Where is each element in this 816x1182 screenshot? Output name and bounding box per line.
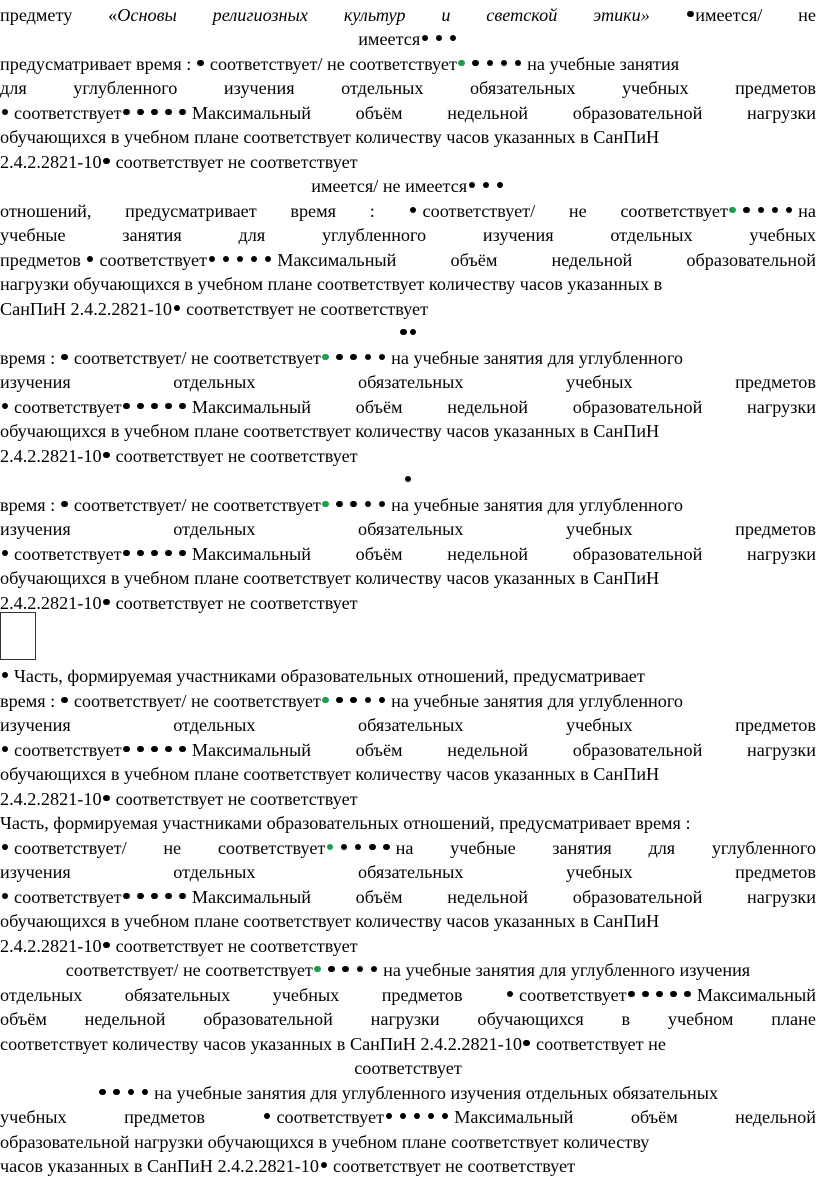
doc-line bbox=[0, 517, 816, 542]
doc-line bbox=[0, 223, 816, 248]
word: образовательной bbox=[686, 250, 816, 270]
doc-line bbox=[0, 836, 816, 861]
bullet-dot bbox=[113, 1089, 120, 1096]
doc-line bbox=[0, 199, 816, 224]
bullet-dot bbox=[87, 256, 94, 263]
word: отношений, bbox=[0, 201, 92, 221]
bullet-dot bbox=[61, 501, 68, 508]
word: учебных bbox=[0, 1107, 67, 1127]
doc-line: обучающихся в учебном плане соответствует количеству часов указанных в СанПиН bbox=[0, 568, 660, 588]
bullet-dot bbox=[469, 182, 476, 189]
doc-line bbox=[0, 76, 816, 101]
bullet-dot bbox=[350, 697, 357, 704]
word: обязательных bbox=[358, 715, 464, 735]
bullet-dot bbox=[410, 329, 417, 336]
bullet-dot bbox=[350, 501, 357, 508]
word: учебных bbox=[565, 372, 633, 392]
green-dot bbox=[327, 844, 334, 851]
word: учебные bbox=[450, 838, 516, 858]
word: изучения bbox=[0, 715, 71, 735]
word: предметов bbox=[735, 78, 816, 98]
bullet-dot bbox=[151, 893, 158, 900]
bullet-dot bbox=[165, 109, 172, 116]
word: образовательной bbox=[203, 1009, 333, 1029]
bullet-dot bbox=[137, 109, 144, 116]
bullet-dot bbox=[670, 991, 677, 998]
word: предмету bbox=[0, 5, 73, 25]
word: отдельных bbox=[341, 78, 424, 98]
word: предметов bbox=[124, 1107, 205, 1127]
text-run: соответствует Максимальный bbox=[0, 542, 311, 567]
word: углубленного bbox=[321, 225, 427, 245]
word: изучения bbox=[0, 372, 71, 392]
word: недельной bbox=[447, 397, 529, 417]
word: «Основы bbox=[108, 5, 177, 25]
bullet-dot bbox=[2, 550, 9, 557]
bullet-dot bbox=[442, 1113, 449, 1120]
text-run: имеется bbox=[358, 29, 421, 49]
text-run: соответствует Максимальный bbox=[0, 885, 311, 910]
bullet-dot bbox=[336, 697, 343, 704]
word: отдельных bbox=[610, 225, 693, 245]
bullet-dot bbox=[656, 991, 663, 998]
bullet-dot bbox=[165, 893, 172, 900]
word: образовательной bbox=[572, 740, 703, 760]
bullet-dot bbox=[61, 697, 68, 704]
green-dot bbox=[314, 966, 321, 973]
word: занятия bbox=[552, 838, 612, 858]
text-run: время : соответствует/ не соответствует на учебные занятия для углубленного bbox=[0, 691, 683, 711]
bullet-dot bbox=[128, 1089, 135, 1096]
bullet-dot bbox=[123, 550, 130, 557]
word: нагрузки bbox=[747, 544, 816, 564]
text-run: время : соответствует/ не соответствует на учебные занятия для углубленного bbox=[0, 348, 683, 368]
bullet-dot bbox=[450, 35, 457, 42]
bullet-dot bbox=[165, 550, 172, 557]
bullet-dot bbox=[379, 501, 386, 508]
word: нагрузки bbox=[370, 1009, 440, 1029]
word: объём bbox=[630, 1107, 678, 1127]
doc-line: обучающихся в учебном плане соответствует количеству часов указанных в СанПиН bbox=[0, 127, 660, 147]
word: объём bbox=[0, 1009, 47, 1029]
doc-line bbox=[0, 1105, 816, 1130]
word: образовательной bbox=[572, 887, 703, 907]
word: обязательных bbox=[124, 985, 231, 1005]
bullet-dot bbox=[179, 893, 186, 900]
doc-line bbox=[0, 52, 816, 77]
doc-line bbox=[0, 468, 816, 493]
bullet-dot bbox=[507, 991, 514, 998]
bullet-dot bbox=[743, 207, 750, 214]
bullet-dot bbox=[151, 403, 158, 410]
word: предметов bbox=[735, 715, 816, 735]
doc-line bbox=[0, 395, 816, 420]
word: углубленного bbox=[73, 78, 178, 98]
word: светской bbox=[486, 5, 558, 25]
word: учебных bbox=[749, 225, 816, 245]
word: отдельных bbox=[173, 372, 256, 392]
bullet-dot bbox=[142, 1089, 149, 1096]
word: изучения bbox=[0, 862, 71, 882]
bullet-dot bbox=[103, 452, 110, 459]
doc-line: 2.4.2.2821-10 соответствует не соответствует bbox=[0, 789, 358, 809]
word: не bbox=[568, 201, 587, 221]
bullet-dot bbox=[628, 991, 635, 998]
bullet-dot bbox=[328, 966, 335, 973]
bullet-dot bbox=[436, 35, 443, 42]
text-run: время : соответствует/ не соответствует на учебные занятия для углубленного bbox=[0, 495, 683, 515]
doc-line: 2.4.2.2821-10 соответствует не соответствует bbox=[0, 936, 358, 956]
word: предусматривает bbox=[125, 201, 257, 221]
word: недельной bbox=[447, 103, 529, 123]
bullet-dot bbox=[383, 844, 390, 851]
text-run: предусматривает время : соответствует/ не соответствует на учебные занятия bbox=[0, 54, 680, 74]
bullet-dot bbox=[405, 476, 412, 483]
doc-line bbox=[0, 738, 816, 763]
doc-line: обучающихся в учебном плане соответствует количеству часов указанных в СанПиН bbox=[0, 911, 660, 931]
bullet-dot bbox=[103, 599, 110, 606]
bullet-dot bbox=[265, 256, 272, 263]
bullet-dot bbox=[237, 256, 244, 263]
text-run: соответствует Максимальный bbox=[262, 1105, 573, 1130]
bullet-dot bbox=[2, 844, 9, 851]
bullet-dot bbox=[386, 1113, 393, 1120]
word: этики» bbox=[593, 5, 650, 25]
bullet-dot bbox=[400, 329, 407, 336]
word: образовательной bbox=[572, 544, 703, 564]
bullet-dot bbox=[151, 109, 158, 116]
green-dot bbox=[729, 207, 736, 214]
bullet-dot bbox=[501, 60, 508, 67]
doc-line bbox=[0, 321, 816, 346]
word: : bbox=[369, 201, 375, 221]
bullet-dot bbox=[123, 893, 130, 900]
bullet-dot bbox=[483, 182, 490, 189]
bullet-dot bbox=[410, 207, 417, 214]
word: предметов bbox=[381, 985, 463, 1005]
bullet-dot bbox=[336, 354, 343, 361]
bullet-dot bbox=[165, 746, 172, 753]
word: учебных bbox=[565, 715, 633, 735]
word: обязательных bbox=[358, 372, 464, 392]
bullet-dot bbox=[123, 109, 130, 116]
word: отдельных bbox=[173, 715, 256, 735]
word: объём bbox=[450, 250, 498, 270]
bullet-dot bbox=[355, 844, 362, 851]
doc-line bbox=[0, 1032, 816, 1057]
bullet-dot bbox=[786, 207, 793, 214]
word: соответствует/ bbox=[408, 199, 535, 224]
word: обязательных bbox=[469, 78, 576, 98]
bullet-dot bbox=[151, 746, 158, 753]
bullet-dot bbox=[336, 501, 343, 508]
word: нагрузки bbox=[747, 103, 816, 123]
doc-line bbox=[0, 493, 816, 518]
word: недельной bbox=[551, 250, 633, 270]
doc-line bbox=[0, 27, 816, 52]
bullet-dot bbox=[209, 256, 216, 263]
green-dot bbox=[322, 354, 329, 361]
word: недельной bbox=[447, 544, 529, 564]
word: обучающихся bbox=[477, 1009, 584, 1029]
word: занятия bbox=[122, 225, 182, 245]
text-run: соответствует Максимальный bbox=[0, 395, 311, 420]
doc-line bbox=[0, 1130, 816, 1155]
text-run: соответствует Максимальный bbox=[0, 101, 311, 126]
text-run: соответствует количеству часов указанных в СанПиН 2.4.2.2821-10 соответствует не bbox=[0, 1034, 666, 1054]
bullet-dot bbox=[758, 207, 765, 214]
text-run: образовательной нагрузки обучающихся в учебном плане соответствует количеству bbox=[0, 1132, 650, 1152]
word: не bbox=[798, 5, 816, 25]
bullet-dot bbox=[174, 305, 181, 312]
word: углубленного bbox=[711, 838, 816, 858]
word: учебных bbox=[621, 78, 689, 98]
bullet-dot bbox=[61, 354, 68, 361]
doc-line: часов указанных в СанПиН 2.4.2.2821-10 соответствует не соответствует bbox=[0, 1156, 576, 1176]
bullet-dot bbox=[264, 1113, 271, 1120]
bullet-dot bbox=[365, 697, 372, 704]
word: плане bbox=[771, 1009, 816, 1029]
word: нагрузки bbox=[747, 887, 816, 907]
bullet-dot bbox=[369, 844, 376, 851]
bullet-dot bbox=[400, 1113, 407, 1120]
word: предметов bbox=[735, 862, 816, 882]
word: имеется/ bbox=[686, 3, 763, 28]
doc-line bbox=[0, 713, 816, 738]
word: время bbox=[290, 201, 337, 221]
text-run: соответствует Максимальный bbox=[505, 983, 816, 1008]
word: объём bbox=[355, 103, 403, 123]
word: в bbox=[621, 1009, 631, 1029]
bullet-dot bbox=[321, 1162, 328, 1169]
doc-line: нагрузки обучающихся в учебном плане соответствует количеству часов указанных в bbox=[0, 274, 663, 294]
bullet-dot bbox=[684, 991, 691, 998]
word: недельной bbox=[447, 887, 529, 907]
doc-line: Часть, формируемая участниками образовательных отношений, предусматривает bbox=[0, 664, 816, 689]
green-dot bbox=[322, 697, 329, 704]
bullet-dot bbox=[487, 60, 494, 67]
word: объём bbox=[355, 740, 403, 760]
word: учебных bbox=[565, 862, 633, 882]
word: предметов bbox=[735, 372, 816, 392]
word: нагрузки bbox=[747, 397, 816, 417]
word: для bbox=[238, 225, 266, 245]
word: обязательных bbox=[358, 862, 464, 882]
word: не bbox=[163, 838, 182, 858]
bullet-dot bbox=[2, 403, 9, 410]
word: недельной bbox=[84, 1009, 166, 1029]
doc-line: 2.4.2.2821-10 соответствует не соответствует bbox=[0, 446, 358, 466]
bullet-dot bbox=[2, 746, 9, 753]
bullet-dot bbox=[2, 893, 9, 900]
bullet-dot bbox=[357, 966, 364, 973]
word: объём bbox=[355, 887, 403, 907]
bullet-dot bbox=[137, 746, 144, 753]
text-run: соответствует на bbox=[620, 201, 816, 221]
bullet-dot bbox=[137, 550, 144, 557]
word: для bbox=[0, 78, 27, 98]
word: объём bbox=[355, 397, 403, 417]
bullet-dot bbox=[365, 501, 372, 508]
word: образовательной bbox=[572, 103, 703, 123]
doc-line: Часть, формируемая участниками образовательных отношений, предусматривает время : bbox=[0, 813, 691, 833]
empty-checkbox-frame bbox=[0, 612, 36, 660]
word: недельной bbox=[735, 1107, 816, 1127]
doc-line: 2.4.2.2821-10 соответствует не соответствует bbox=[0, 152, 358, 172]
bullet-dot bbox=[642, 991, 649, 998]
doc-line: СанПиН 2.4.2.2821-10 соответствует не соответствует bbox=[0, 299, 429, 319]
bullet-dot bbox=[379, 354, 386, 361]
word: изучения bbox=[482, 225, 554, 245]
bullet-dot bbox=[103, 158, 110, 165]
bullet-dot bbox=[179, 403, 186, 410]
doc-line: соответствует bbox=[354, 1058, 462, 1078]
bullet-dot bbox=[472, 60, 479, 67]
text-run: предметов соответствует Максимальный bbox=[0, 250, 397, 270]
word: образовательной bbox=[572, 397, 703, 417]
word: учебном bbox=[667, 1009, 734, 1029]
doc-line: на учебные занятия для углубленного изучения отдельных обязательных bbox=[0, 1081, 816, 1106]
bullet-dot bbox=[497, 182, 504, 189]
word: отдельных bbox=[173, 519, 256, 539]
doc-line bbox=[0, 101, 816, 126]
doc-line: 2.4.2.2821-10 соответствует не соответствует bbox=[0, 593, 358, 613]
word: объём bbox=[355, 544, 403, 564]
doc-line bbox=[0, 689, 816, 714]
bullet-dot bbox=[103, 795, 110, 802]
green-dot bbox=[322, 501, 329, 508]
bullet-dot bbox=[365, 354, 372, 361]
doc-line bbox=[0, 370, 816, 395]
word: для bbox=[648, 838, 676, 858]
bullet-dot bbox=[123, 403, 130, 410]
bullet-dot bbox=[123, 746, 130, 753]
word: учебных bbox=[565, 519, 633, 539]
doc-line: обучающихся в учебном плане соответствует количеству часов указанных в СанПиН bbox=[0, 764, 660, 784]
text-run: соответствует Максимальный bbox=[0, 738, 311, 763]
word: соответствует/ bbox=[0, 836, 127, 861]
word: отдельных bbox=[173, 862, 256, 882]
bullet-dot bbox=[103, 942, 110, 949]
bullet-dot bbox=[350, 354, 357, 361]
word: учебных bbox=[272, 985, 340, 1005]
bullet-dot bbox=[379, 697, 386, 704]
bullet-dot bbox=[137, 403, 144, 410]
bullet-dot bbox=[251, 256, 258, 263]
word: изучения bbox=[0, 519, 71, 539]
bullet-dot bbox=[342, 966, 349, 973]
bullet-dot bbox=[422, 35, 429, 42]
doc-line: имеется/ не имеется bbox=[0, 174, 816, 199]
word: нагрузки bbox=[747, 740, 816, 760]
green-dot bbox=[458, 60, 465, 67]
bullet-dot bbox=[151, 550, 158, 557]
bullet-dot bbox=[371, 966, 378, 973]
bullet-dot bbox=[179, 746, 186, 753]
bullet-dot bbox=[414, 1113, 421, 1120]
word: изучения bbox=[223, 78, 295, 98]
doc-line bbox=[0, 860, 816, 885]
bullet-dot bbox=[223, 256, 230, 263]
bullet-dot bbox=[165, 403, 172, 410]
doc-line bbox=[0, 248, 816, 273]
word: предметов bbox=[735, 519, 816, 539]
doc-line: обучающихся в учебном плане соответствует количеству часов указанных в СанПиН bbox=[0, 421, 660, 441]
word: обязательных bbox=[358, 519, 464, 539]
bullet-dot bbox=[197, 60, 204, 67]
word: культур bbox=[343, 5, 406, 25]
doc-line bbox=[0, 3, 816, 28]
doc-line bbox=[0, 542, 816, 567]
bullet-dot bbox=[515, 60, 522, 67]
bullet-dot bbox=[428, 1113, 435, 1120]
bullet-dot bbox=[772, 207, 779, 214]
bullet-dot bbox=[137, 893, 144, 900]
word: недельной bbox=[447, 740, 529, 760]
doc-line bbox=[0, 983, 816, 1008]
word: отдельных bbox=[0, 985, 83, 1005]
bullet-dot bbox=[179, 109, 186, 116]
bullet-dot bbox=[523, 1040, 530, 1047]
word: религиозных bbox=[212, 5, 308, 25]
doc-line bbox=[0, 346, 816, 371]
bullet-dot bbox=[2, 672, 9, 679]
text-run: соответствует на bbox=[217, 838, 414, 858]
bullet-dot bbox=[341, 844, 348, 851]
bullet-dot bbox=[2, 109, 9, 116]
doc-line bbox=[0, 885, 816, 910]
doc-line bbox=[0, 1007, 816, 1032]
bullet-dot bbox=[179, 550, 186, 557]
doc-line: соответствует/ не соответствует на учебные занятия для углубленного изучения bbox=[65, 960, 751, 980]
bullet-dot bbox=[687, 11, 694, 18]
word: и bbox=[441, 5, 451, 25]
bullet-dot bbox=[99, 1089, 106, 1096]
word: учебные bbox=[0, 225, 66, 245]
